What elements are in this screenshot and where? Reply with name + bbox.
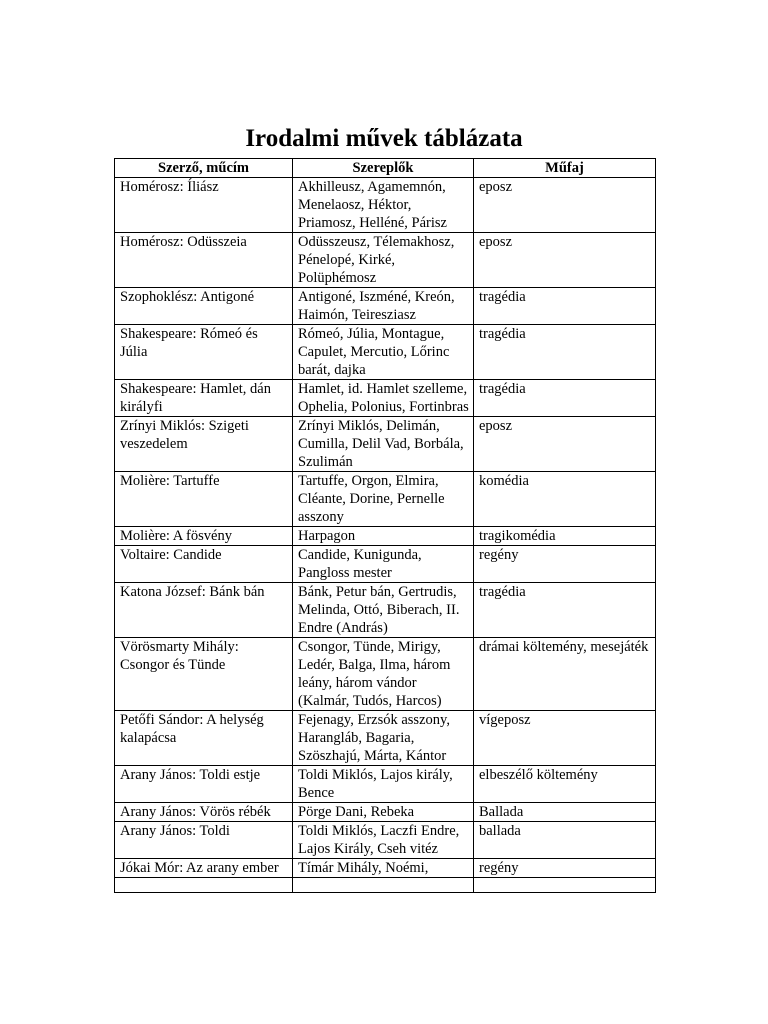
table-row bbox=[115, 822, 656, 859]
cell-author-title: Arany János: Vörös rébék bbox=[115, 803, 293, 822]
cell-characters: Pörge Dani, Rebeka bbox=[293, 803, 474, 822]
cell-genre: drámai költemény, mesejáték bbox=[474, 638, 656, 711]
table-row bbox=[115, 288, 656, 325]
cell-author-title: Shakespeare: Hamlet, dán királyfi bbox=[115, 380, 293, 417]
cell-genre: komédia bbox=[474, 472, 656, 527]
cell-characters: Toldi Miklós, Laczfi Endre, Lajos Király, Cseh vitéz bbox=[293, 822, 474, 859]
cell-empty bbox=[115, 878, 293, 893]
cell-genre: ballada bbox=[474, 822, 656, 859]
cell-characters: Hamlet, id. Hamlet szelleme, Ophelia, Polonius, Fortinbras bbox=[293, 380, 474, 417]
cell-characters: Rómeó, Júlia, Montague, Capulet, Mercutio, Lőrinc barát, dajka bbox=[293, 325, 474, 380]
cell-author-title: Arany János: Toldi estje bbox=[115, 766, 293, 803]
cell-genre: eposz bbox=[474, 178, 656, 233]
table-row bbox=[115, 178, 656, 233]
table-row bbox=[115, 638, 656, 711]
cell-characters: Csongor, Tünde, Mirigy, Ledér, Balga, Ilma, három leány, három vándor (Kalmár, Tudós, Harcos) bbox=[293, 638, 474, 711]
table-row bbox=[115, 527, 656, 546]
cell-author-title: Zrínyi Miklós: Szigeti veszedelem bbox=[115, 417, 293, 472]
cell-characters: Antigoné, Iszméné, Kreón, Haimón, Teiresziasz bbox=[293, 288, 474, 325]
cell-characters: Candide, Kunigunda, Pangloss mester bbox=[293, 546, 474, 583]
cell-genre: eposz bbox=[474, 233, 656, 288]
cell-characters: Bánk, Petur bán, Gertrudis, Melinda, Ottó, Biberach, II. Endre (András) bbox=[293, 583, 474, 638]
cell-author-title: Katona József: Bánk bán bbox=[115, 583, 293, 638]
cell-author-title: Molière: A fösvény bbox=[115, 527, 293, 546]
cell-genre: tragédia bbox=[474, 583, 656, 638]
cell-genre: Ballada bbox=[474, 803, 656, 822]
cell-author-title: Szophoklész: Antigoné bbox=[115, 288, 293, 325]
cell-genre: vígeposz bbox=[474, 711, 656, 766]
cell-characters: Tartuffe, Orgon, Elmira, Cléante, Dorine, Pernelle asszony bbox=[293, 472, 474, 527]
table-row bbox=[115, 766, 656, 803]
table-row bbox=[115, 546, 656, 583]
cell-author-title: Vörösmarty Mihály: Csongor és Tünde bbox=[115, 638, 293, 711]
cell-characters: Toldi Miklós, Lajos király, Bence bbox=[293, 766, 474, 803]
table-row bbox=[115, 859, 656, 878]
cell-genre: elbeszélő költemény bbox=[474, 766, 656, 803]
table-row bbox=[115, 380, 656, 417]
header-genre: Műfaj bbox=[474, 159, 656, 178]
cell-genre: tragédia bbox=[474, 288, 656, 325]
header-author-title: Szerző, műcím bbox=[115, 159, 293, 178]
table-row-empty bbox=[115, 878, 656, 893]
cell-empty bbox=[293, 878, 474, 893]
cell-author-title: Shakespeare: Rómeó és Júlia bbox=[115, 325, 293, 380]
table-row bbox=[115, 583, 656, 638]
table-row bbox=[115, 417, 656, 472]
cell-author-title: Voltaire: Candide bbox=[115, 546, 293, 583]
table-row bbox=[115, 325, 656, 380]
cell-characters: Zrínyi Miklós, Delimán, Cumilla, Delil Vad, Borbála, Szulimán bbox=[293, 417, 474, 472]
cell-author-title: Molière: Tartuffe bbox=[115, 472, 293, 527]
table-row bbox=[115, 711, 656, 766]
cell-genre: regény bbox=[474, 546, 656, 583]
table-row bbox=[115, 803, 656, 822]
table-header-row bbox=[115, 159, 656, 178]
cell-characters: Odüsszeusz, Télemakhosz, Pénelopé, Kirké, Polüphémosz bbox=[293, 233, 474, 288]
cell-genre: tragédia bbox=[474, 325, 656, 380]
literary-works-table bbox=[114, 158, 656, 893]
cell-characters: Tímár Mihály, Noémi, bbox=[293, 859, 474, 878]
cell-characters: Akhilleusz, Agamemnón, Menelaosz, Héktor, Priamosz, Helléné, Párisz bbox=[293, 178, 474, 233]
cell-genre: tragikomédia bbox=[474, 527, 656, 546]
cell-characters: Harpagon bbox=[293, 527, 474, 546]
table-row bbox=[115, 472, 656, 527]
cell-empty bbox=[474, 878, 656, 893]
cell-author-title: Jókai Mór: Az arany ember bbox=[115, 859, 293, 878]
header-characters: Szereplők bbox=[293, 159, 474, 178]
cell-characters: Fejenagy, Erzsók asszony, Harangláb, Bagaria, Szöszhajú, Márta, Kántor bbox=[293, 711, 474, 766]
cell-author-title: Arany János: Toldi bbox=[115, 822, 293, 859]
cell-genre: regény bbox=[474, 859, 656, 878]
cell-author-title: Homérosz: Íliász bbox=[115, 178, 293, 233]
cell-genre: tragédia bbox=[474, 380, 656, 417]
table-row bbox=[115, 233, 656, 288]
cell-author-title: Petőfi Sándor: A helység kalapácsa bbox=[115, 711, 293, 766]
cell-author-title: Homérosz: Odüsszeia bbox=[115, 233, 293, 288]
cell-genre: eposz bbox=[474, 417, 656, 472]
page-title: Irodalmi művek táblázata bbox=[245, 125, 523, 152]
